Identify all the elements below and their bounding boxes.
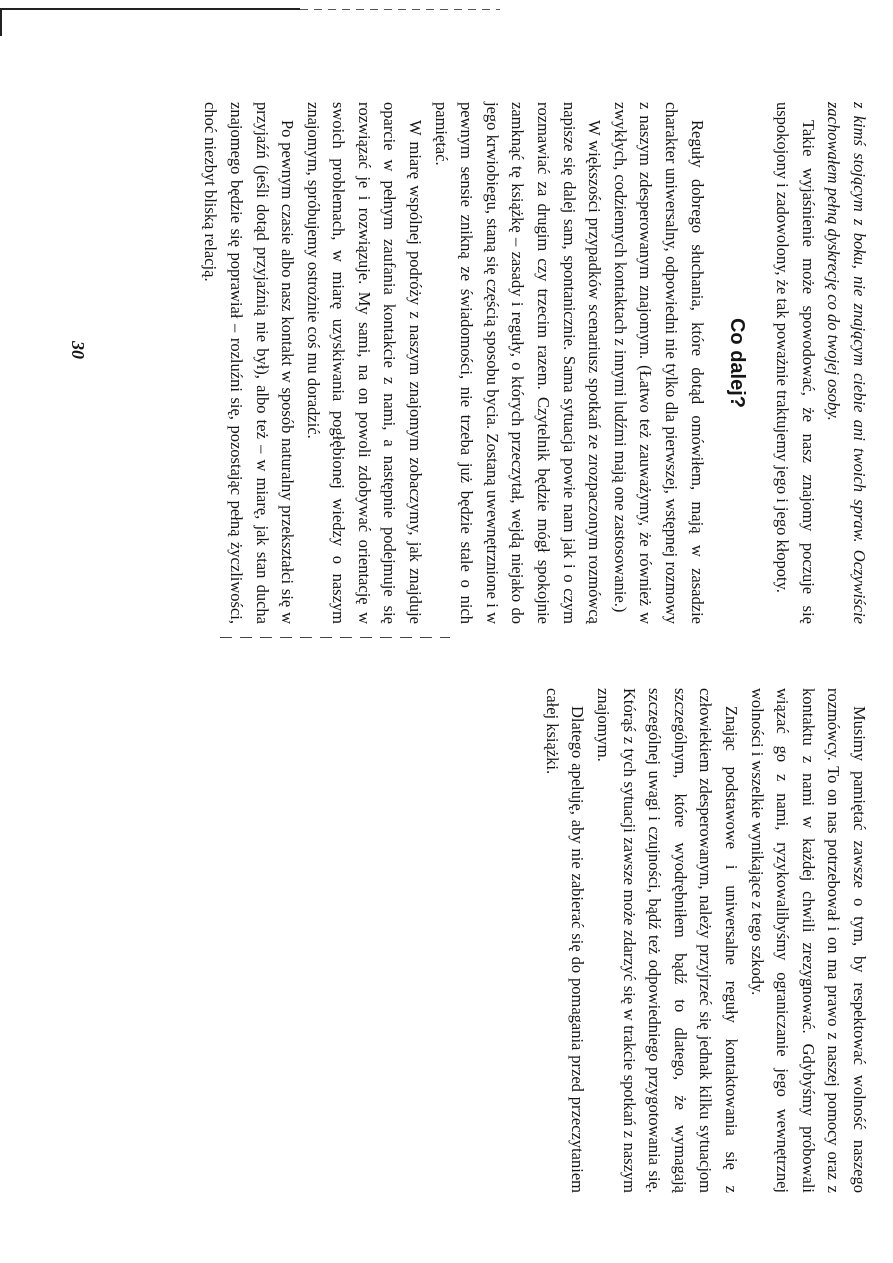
paragraph: Musimy pamiętać zawsze o tym, by respektować wolność naszego rozmówcy. To on nas potrzebował i on ma prawo z naszej pomocy oraz z kontaktu z nami w każdej chwili zrezygnować. Gdybyśmy próbowali wiązać go z nami, ryzykowalibyśmy ograniczanie jego wewnętrznej wolności i wszelkie wynikające z tego szkody. — [747, 688, 869, 1193]
paragraph: W większości przypadków scenariusz spotkań ze zrozpaczonym rozmówcą napisze się dalej sam, spontanicznie. Sama sytuacja powie nam jak i o czym rozmawiać za drugim czy trzecim razem. Czytelnik będzie mógł spokojnie zamknąć tę książkę – zasady i reguły, o których przeczytał, wejdą niejako do jego krwiobiegu, staną się częścią sposobu bycia. Zostaną uwewnętrznione i w pewnym sensie znikną ze świadomości, nie trzeba już będzie stale o nich pamiętać. — [431, 102, 605, 624]
paragraph: Po pewnym czasie albo nasz kontakt w sposób naturalny przekształci się w przyjaźń (jeśli dotąd przyjaźnią nie był), albo też – w miarę, jak stan ducha znajomego będzie się poprawiał – rozluźni się, pozostając pełną życzliwości, choć niezbyt bliską relacją. — [201, 102, 298, 624]
paragraph: Dlatego apeluję, aby nie zabierać się do pomagania przed przeczytaniem całej książki. — [542, 688, 588, 1193]
page-fold-artifact — [220, 637, 450, 638]
section-heading: Co dalej? — [725, 317, 748, 408]
page-number: 30 — [68, 341, 88, 359]
scan-edge-artifact — [0, 8, 2, 36]
scan-edge-artifact — [300, 9, 500, 10]
paragraph: z kimś stojącym z boku, nie znającym ciebie ani twoich spraw. Oczywiście zachowałem pełną dyskrecję co do twojej osoby. — [824, 102, 869, 624]
scan-edge-artifact — [0, 8, 300, 10]
paragraph: Reguły dobrego słuchania, które dotąd omówiłem, mają w zasadzie charakter uniwersalny, odpowiedni nie tylko dla pierwszej, wstępnej rozmowy z naszym zdesperowanym znajomym. (Łatwo też zauważymy, że również w zwykłych, codziennych kontaktach z innymi ludźmi mają one zastosowanie.) — [610, 102, 707, 624]
page-number-wrapper — [36, 330, 88, 390]
paragraph: Takie wyjaśnienie może spowodować, że nasz znajomy poczuje się uspokojony i zadowolony, że tak poważnie traktujemy jego i jego kłopoty. — [773, 102, 818, 624]
paragraph: Znając podstawowe i uniwersalne reguły kontaktowania się z człowiekiem zdesperowanym, należy przyjrzeć się jednak kilku sytuacjom szczególnym, które wyodrębniłem bądź to dlatego, że wymagają szczególnej uwagi i czujności, bądź też odpowiedniego przygotowania się. Którąś z tych sytuacji zawsze może zdarzyć się w trakcie spotkań z naszym znajomym. — [594, 688, 742, 1193]
paragraph: W miarę wspólnej podróży z naszym znajomym zobaczymy, jak znajduje oparcie w pełnym zaufania kontakcie z nami, a następnie podejmuje się rozwiązać je i rozwiązuje. My sami, na on powoli zdobywać orientację w swoich problemach, w miarę uzyskiwania pogłębionej wiedzy o naszym znajomym, spróbujemy ostrożnie coś mu doradzić. — [303, 102, 426, 624]
lower-page — [502, 688, 872, 1193]
upper-page — [112, 102, 872, 624]
